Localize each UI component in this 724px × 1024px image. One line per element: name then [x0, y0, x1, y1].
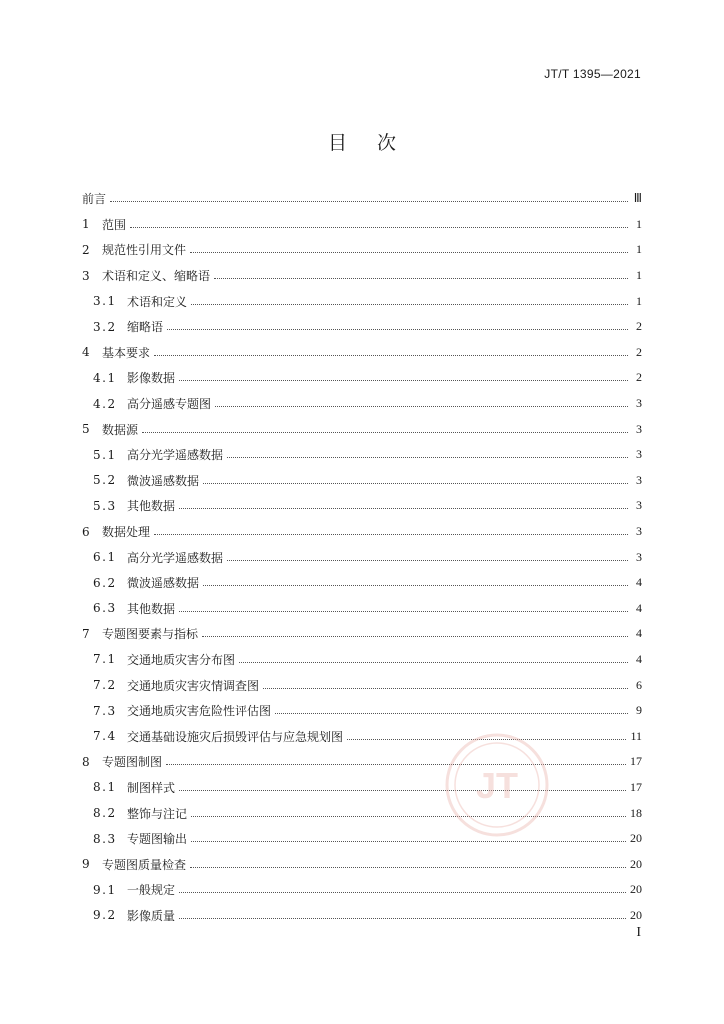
toc-entry[interactable]: [82, 391, 642, 417]
toc-entry-number: 9: [82, 857, 90, 872]
toc-entry-page: 17: [630, 754, 642, 769]
toc-dot-leader: [142, 432, 628, 433]
toc-entry[interactable]: [82, 851, 642, 877]
toc-entry-page: 20: [630, 831, 642, 846]
toc-dot-leader: [166, 764, 626, 765]
toc-entry-label: 数据源: [102, 422, 139, 437]
toc-entry-label: 微波遥感数据: [127, 473, 200, 488]
toc-entry-page: 3: [636, 447, 642, 462]
toc-entry[interactable]: [82, 826, 642, 852]
toc-dot-leader: [191, 816, 626, 817]
toc-dot-leader: [130, 227, 628, 228]
toc-entry[interactable]: [82, 442, 642, 468]
standard-code: JT/T 1395—2021: [544, 67, 641, 81]
toc-entry-page: 20: [630, 907, 642, 922]
toc-entry[interactable]: [82, 672, 642, 698]
toc-entry-page: 20: [630, 882, 642, 897]
toc-entry[interactable]: [82, 263, 642, 289]
toc-entry[interactable]: [82, 800, 642, 826]
toc-entry[interactable]: [82, 596, 642, 622]
toc-dot-leader: [191, 841, 626, 842]
toc-entry-number: 6.2: [93, 575, 117, 590]
toc-dot-leader: [154, 355, 628, 356]
toc-entry-page: 3: [636, 549, 642, 564]
toc-dot-leader: [202, 636, 628, 637]
toc-entry-label: 其他数据: [127, 601, 176, 616]
toc-entry-number: 5.2: [93, 473, 117, 488]
toc-entry[interactable]: [82, 314, 642, 340]
toc-entry[interactable]: [82, 365, 642, 391]
toc-entry[interactable]: [82, 416, 642, 442]
toc-dot-leader: [203, 483, 628, 484]
toc-entry-label: 其他数据: [127, 499, 176, 514]
toc-entry-number: 4.1: [93, 370, 117, 385]
toc-entry[interactable]: [82, 621, 642, 647]
toc-entry-label: 术语和定义: [127, 294, 188, 309]
toc-dot-leader: [179, 918, 626, 919]
toc-entry[interactable]: [82, 570, 642, 596]
toc-entry-number: 8: [82, 754, 90, 769]
toc-entry-label: 交通地质灾害危险性评估图: [127, 704, 272, 719]
toc-dot-leader: [214, 278, 628, 279]
toc-entry[interactable]: [82, 237, 642, 263]
toc-entry-number: 3: [82, 268, 90, 283]
toc-entry-label: 专题图质量检查: [102, 857, 187, 872]
toc-entry-page: 4: [636, 626, 642, 641]
toc-entry-number: 5.3: [93, 498, 117, 513]
toc-dot-leader: [203, 585, 628, 586]
toc-dot-leader: [190, 252, 628, 253]
toc-entry-number: 8.1: [93, 780, 117, 795]
toc-dot-leader: [275, 713, 628, 714]
toc-entry-label: 影像数据: [127, 371, 176, 386]
toc-entry[interactable]: [82, 749, 642, 775]
toc-entry-number: 9.1: [93, 882, 117, 897]
toc-dot-leader: [179, 790, 626, 791]
toc-dot-leader: [190, 867, 626, 868]
toc-entry-number: 3.1: [93, 294, 117, 309]
toc-dot-leader: [215, 406, 628, 407]
toc-entry-number: 4: [82, 345, 90, 360]
toc-entry[interactable]: [82, 340, 642, 366]
toc-entry[interactable]: [82, 186, 642, 212]
toc-entry-page: 1: [636, 216, 642, 231]
toc-dot-leader: [347, 739, 626, 740]
page-number: I: [636, 925, 641, 940]
toc-entry-number: 7.2: [93, 678, 117, 693]
toc-entry[interactable]: [82, 468, 642, 494]
toc-entry-page: 2: [636, 319, 642, 334]
toc-entry-label: 一般规定: [127, 883, 176, 898]
toc-entry-label: 专题图要素与指标: [102, 627, 199, 642]
toc-entry-page: 6: [636, 677, 642, 692]
toc-entry-number: 8.3: [93, 831, 117, 846]
toc-entry-label: 高分遥感专题图: [127, 397, 212, 412]
page-title: 目次: [327, 132, 426, 154]
toc-entry-page: 2: [636, 370, 642, 385]
toc-entry[interactable]: [82, 647, 642, 673]
toc-dot-leader: [263, 688, 628, 689]
toc-entry-label: 前言: [82, 192, 107, 207]
toc-entry-label: 高分光学遥感数据: [127, 448, 224, 463]
toc-dot-leader: [154, 534, 628, 535]
toc-entry-number: 6.1: [93, 550, 117, 565]
toc-entry-label: 缩略语: [127, 320, 164, 335]
toc-entry-page: 3: [636, 524, 642, 539]
toc-entry-page: 11: [630, 728, 642, 743]
toc-dot-leader: [179, 892, 626, 893]
toc-entry-number: 2: [82, 242, 90, 257]
toc-entry-page: 18: [630, 805, 642, 820]
toc-entry-label: 交通地质灾害分布图: [127, 652, 236, 667]
toc-entry-number: 6: [82, 524, 90, 539]
toc-entry-page: 3: [636, 421, 642, 436]
toc-dot-leader: [110, 201, 628, 202]
toc-entry-number: 7: [82, 626, 90, 641]
toc-dot-leader: [239, 662, 628, 663]
toc-entry-page: 2: [636, 344, 642, 359]
toc-entry-page: 4: [636, 651, 642, 666]
toc-entry[interactable]: [82, 698, 642, 724]
toc-entry-page: 3: [636, 396, 642, 411]
toc-entry-label: 范围: [102, 217, 127, 232]
toc-entry-label: 基本要求: [102, 345, 151, 360]
toc-entry-label: 规范性引用文件: [102, 243, 187, 258]
toc-entry-page: 4: [636, 575, 642, 590]
toc-entry-label: 专题图制图: [102, 755, 163, 770]
toc-entry-number: 1: [82, 217, 90, 232]
toc-entry[interactable]: [82, 877, 642, 903]
toc-entry-number: 4.2: [93, 396, 117, 411]
toc-entry-page: Ⅲ: [633, 191, 642, 206]
toc-entry-number: 7.4: [93, 729, 117, 744]
toc-entry[interactable]: [82, 212, 642, 238]
toc-entry-page: 1: [636, 268, 642, 283]
toc-entry-page: 20: [630, 856, 642, 871]
toc-dot-leader: [227, 560, 628, 561]
toc-entry[interactable]: [82, 903, 642, 929]
toc-entry-number: 7.1: [93, 652, 117, 667]
toc-entry-number: 7.3: [93, 703, 117, 718]
toc-dot-leader: [191, 304, 628, 305]
toc-entry-number: 6.3: [93, 601, 117, 616]
toc-entry-page: 3: [636, 498, 642, 513]
toc-entry-page: 1: [636, 293, 642, 308]
toc-entry-label: 影像质量: [127, 908, 176, 923]
toc-dot-leader: [179, 508, 628, 509]
toc-dot-leader: [227, 457, 628, 458]
toc-entry-label: 数据处理: [102, 525, 151, 540]
toc-entry-label: 制图样式: [127, 780, 176, 795]
table-of-contents: [82, 186, 642, 928]
toc-entry-page: 9: [636, 703, 642, 718]
toc-entry-label: 交通地质灾害灾情调查图: [127, 678, 260, 693]
toc-entry-number: 8.2: [93, 806, 117, 821]
toc-entry-page: 3: [636, 472, 642, 487]
toc-entry[interactable]: [82, 544, 642, 570]
toc-entry-number: 9.2: [93, 908, 117, 923]
toc-entry[interactable]: [82, 493, 642, 519]
toc-entry[interactable]: [82, 723, 642, 749]
toc-entry[interactable]: [82, 519, 642, 545]
toc-entry-label: 微波遥感数据: [127, 576, 200, 591]
toc-entry-number: 5.1: [93, 447, 117, 462]
toc-entry-page: 17: [630, 779, 642, 794]
toc-entry-page: 4: [636, 600, 642, 615]
toc-entry[interactable]: [82, 775, 642, 801]
toc-entry-label: 整饰与注记: [127, 806, 188, 821]
toc-entry-page: 1: [636, 242, 642, 257]
toc-entry-label: 术语和定义、缩略语: [102, 269, 211, 284]
toc-entry-number: 5: [82, 422, 90, 437]
toc-dot-leader: [167, 329, 628, 330]
toc-entry-label: 交通基础设施灾后损毁评估与应急规划图: [127, 729, 344, 744]
toc-entry-label: 专题图输出: [127, 832, 188, 847]
watermark-text: JT: [475, 765, 519, 806]
toc-dot-leader: [179, 380, 628, 381]
toc-entry-label: 高分光学遥感数据: [127, 550, 224, 565]
toc-dot-leader: [179, 611, 628, 612]
toc-entry-number: 3.2: [93, 319, 117, 334]
toc-entry[interactable]: [82, 288, 642, 314]
